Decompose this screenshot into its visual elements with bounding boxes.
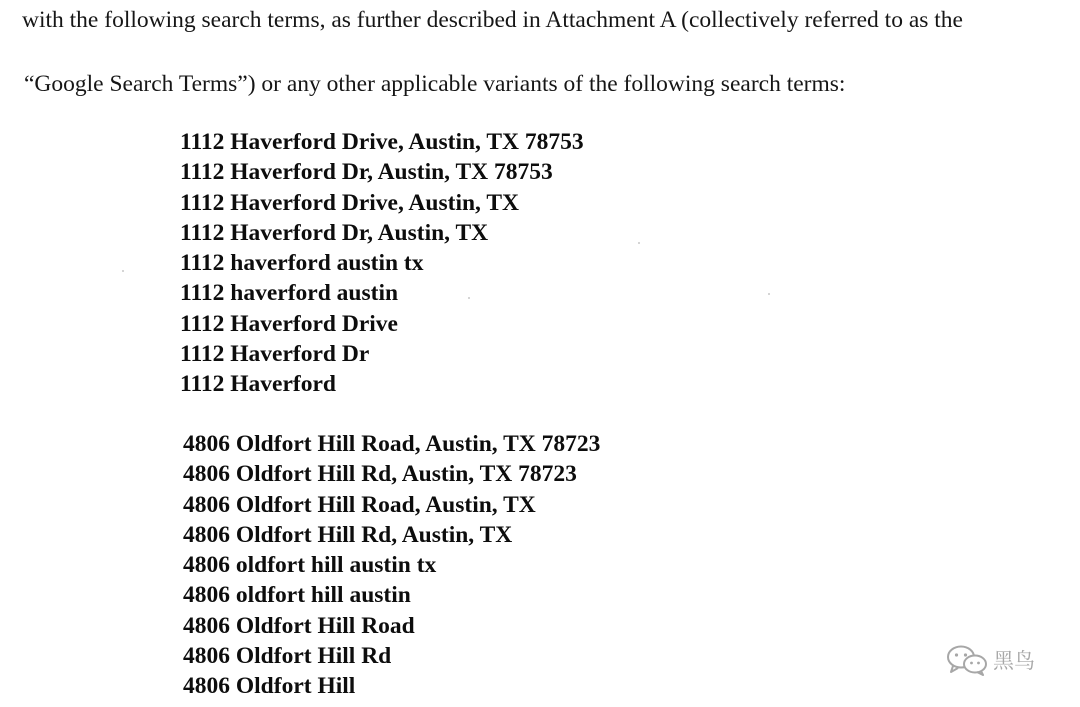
paragraph-line-1: with the following search terms, as further described in Attachment A (collectively referred to as the bbox=[22, 7, 963, 33]
search-term: 1112 Haverford bbox=[180, 371, 336, 398]
scan-speck bbox=[468, 297, 470, 299]
search-term: 1112 Haverford Drive, Austin, TX bbox=[180, 189, 520, 216]
scan-speck bbox=[638, 242, 640, 244]
search-term: 1112 Haverford Drive, Austin, TX 78753 bbox=[180, 129, 584, 155]
search-term: 1112 Haverford Dr bbox=[180, 341, 370, 368]
search-term: 4806 oldfort hill austin tx bbox=[183, 552, 437, 579]
search-term: 1112 Haverford Drive bbox=[180, 310, 398, 337]
search-term: 4806 Oldfort Hill Rd, Austin, TX 78723 bbox=[183, 461, 577, 488]
search-term: 1112 haverford austin tx bbox=[180, 250, 424, 277]
search-term: 4806 Oldfort Hill Rd, Austin, TX bbox=[183, 521, 513, 548]
watermark bbox=[945, 644, 1035, 676]
search-terms-group-haverford bbox=[180, 127, 584, 400]
search-term: 4806 Oldfort Hill Rd bbox=[183, 643, 392, 670]
search-term: 4806 Oldfort Hill Road, Austin, TX 78723 bbox=[183, 431, 601, 457]
search-terms-group-oldfort bbox=[183, 429, 600, 702]
watermark-text: 黑鸟 bbox=[993, 649, 1035, 673]
paragraph-line-2: “Google Search Terms”) or any other applicable variants of the following search terms: bbox=[24, 71, 846, 97]
search-term: 1112 Haverford Dr, Austin, TX 78753 bbox=[180, 159, 553, 186]
wechat-icon bbox=[945, 644, 989, 676]
search-term: 4806 oldfort hill austin bbox=[183, 582, 411, 609]
search-term: 1112 haverford austin bbox=[180, 280, 399, 307]
search-term: 4806 Oldfort Hill Road, Austin, TX bbox=[183, 491, 536, 518]
scan-speck bbox=[768, 293, 770, 295]
search-term: 1112 Haverford Dr, Austin, TX bbox=[180, 219, 489, 246]
search-term: 4806 Oldfort Hill Road bbox=[183, 612, 415, 639]
search-term: 4806 Oldfort Hill bbox=[183, 673, 356, 700]
scan-speck bbox=[122, 270, 124, 272]
